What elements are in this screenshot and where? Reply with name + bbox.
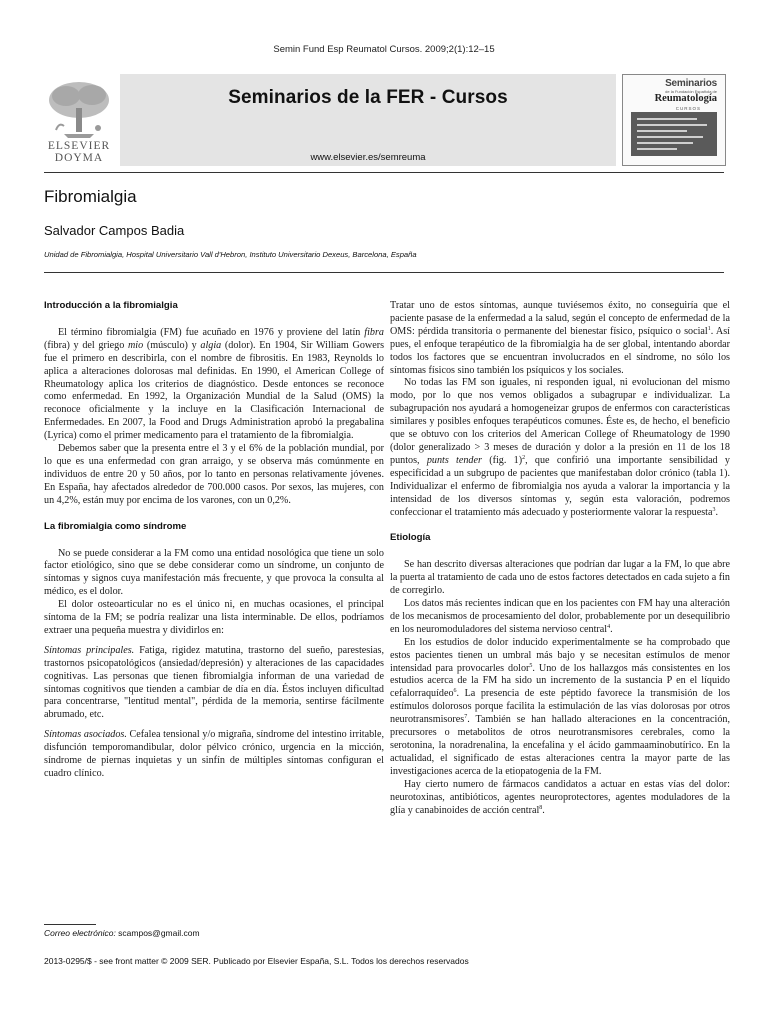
elsevier-logo <box>44 80 114 164</box>
journal-header <box>44 74 616 166</box>
title-divider <box>44 272 724 273</box>
author-affiliation: Unidad de Fibromialgia, Hospital Universitario Vall d'Hebron, Instituto Universitario Dexeus, Barcelona, España <box>44 250 417 259</box>
journal-cover-thumbnail <box>622 74 726 166</box>
paragraph: No se puede considerar a la FM como una entidad nosológica que tiene un solo factor etiológico, sino que se debe considerar como un síndrome, un conjunto de síntomas y signos cuya manifestación más frecuente, y que provoca la consulta al médico, es el dolor. <box>44 547 384 598</box>
paragraph: Los datos más recientes indican que en los pacientes con FM hay una alteración de los mecanismos de procesamiento del dolor, probablemente por un desequilibrio en los neuromoduladores del sistema nervioso central$^4$. <box>390 598 730 635</box>
publisher-name-line2: DOYMA <box>54 152 104 164</box>
paragraph: No todas las FM son iguales, ni responden igual, ni evolucionan del mismo modo, por lo que nos vemos obligados a subagrupar e individualizar. La subagrupación nos ayudará a homogeneizar grupos de enfermos con características similares y posibles enfoques terapéuticos comunes. Éste es, de hecho, el beneficio que se obtuvo con los criterios del American College of Rheumatology de 1990 (dolor generalizado > 3 meses de duración y dolor a la presión en 11 de los 18 puntos, punts tender (fig. 1)$^2$, que confirió una importante sensibilidad y especificidad a un subgrupo de pacientes que manifestaban dolor crónico (tabla 1). Individualizar el enfermo de fibromialgia nos ayuda a valorar la importancia y la intensidad de los diversos síntomas y, según esta valoración, podremos confeccionar el tratamiento más adecuado y posteriormente valorar la respuesta$^3$. <box>390 377 730 518</box>
paragraph: Tratar uno de estos síntomas, aunque tuviésemos éxito, no conseguiría que el paciente pasase de la enfermedad a la salud, según el concepto de enfermedad de la OMS: pérdida transitoria o permanente del bienestar físico, psíquico o social$^1$. Así pues, el enfoque terapéutico de la fibromialgia ha de ser global, intentando abordar todos los factores que se encuentran involucrados en el síndrome, no sólo los síntomas físicos sino también los psíquicos y los sociales. <box>390 300 730 376</box>
section-heading-intro: Introducción a la fibromialgia <box>44 300 178 311</box>
paragraph: El dolor osteoarticular no es el único ni, en muchas ocasiones, el principal síntoma de la FM; se podría realizar una lista interminable. De ellos, podríamos extraer una pequeña muestra y dividirlos en: <box>44 599 384 636</box>
paragraph: Se han descrito diversas alteraciones que podrían dar lugar a la FM, lo que abre la puerta al tratamiento de cada uno de estos factores detectados en cada sujeto a fin de corregirlo. <box>390 559 730 597</box>
paragraph: El término fibromialgia (FM) fue acuñado en 1976 y proviene del latín fibra (fibra) y del griego mio (músculo) y algia (dolor). En 1904, Sir William Gowers fue el primero en describirla, con el nombre de fibrositis. En 1983, Reynolds lo aplica a alteraciones dolorosas mal definidas. En 1990, el American College of Rheumatology aplica los criterios de diagnóstico. Desde entonces se reconoce como enfermedad. En 1992, la Organización Mundial de la Salud (OMS) la reconoce oficialmente y la incluye en la Clasificación Internacional de Enfermedades. En 2007, la Food and Drugs Administration aprobó la pregabalina (Lyrica) como el primer medicamento para el tratamiento de la fibromialgia. <box>44 326 385 442</box>
footnote-divider <box>44 924 96 925</box>
publisher-name-line1: ELSEVIER <box>47 140 111 152</box>
section-heading-etiologia: Etiología <box>390 532 431 544</box>
paragraph-sintomas-principales: Síntomas principales. Fatiga, rigidez matutina, trastorno del sueño, parestesias, trastornos psicopatológicos (ansiedad/depresión) y alteraciones de las capacidades cognitivas. Las personas que tienen fibromialgia informan de una variedad de síntomas cognitivos que tienden a cambiar de día en día. Éstos incluyen dificultad para concentrarse, "lentitud mental", pérdida de la memoria, sentirse fácilmente abrumado, etc. <box>44 644 385 721</box>
cover-seminarios: Seminarios <box>665 78 717 89</box>
copyright-footer: 2013-0295/$ - see front matter © 2009 SER. Publicado por Elsevier España, S.L. Todos los derechos reservados <box>44 956 469 966</box>
header-divider <box>44 172 724 173</box>
cover-subtitle: de la Fundación Española de <box>665 89 717 94</box>
author-email-footnote: Correo electrónico: scampos@gmail.com <box>44 928 200 938</box>
cover-cursos: CURSOS <box>675 106 701 111</box>
author-email[interactable]: scampos@gmail.com <box>115 928 200 938</box>
cover-panel <box>631 112 717 156</box>
paragraph: En los estudios de dolor inducido experimentalmente se ha comprobado que estos pacientes tienen un umbral más bajo y se necesitan estímulos de menor intensidad para provocarles dolor$^5$. Uno de los hallazgos más consistentes en los estudios acerca de la FM ha sido un incremento de la sustancia P en el líquido cefalorraquídeo$^6$. La presencia de este péptido favorece la transmisión de los estímulos dolorosos porque facilita la estimulación de las vías dolorosas por otros neurotransmisores$^7$. También se han hallado alteraciones en la concentración, precursores o metabolitos de otros neurotransmisores cerebrales, como la serotonina, la noradrenalina, la encefalina y el ácido gammaaminobutírico. En la actualidad, el significado de estas alteraciones centra la mayor parte de las investigaciones acerca de la etiopatogenia de la FM. <box>390 636 731 777</box>
header-band <box>120 74 616 166</box>
left-column <box>44 300 384 781</box>
paragraph-sintomas-asociados: Síntomas asociados. Cefalea tensional y/o migraña, síndrome del intestino irritable, disfunción temporomandibular, dolor pélvico crónico, urgencia en la micción, síndrome de piernas inquietas y un sinfín de múltiples síntomas configuran el cuadro clínico. <box>44 729 384 779</box>
article-title: Fibromialgia <box>44 187 137 206</box>
section-heading-sindrome: La fibromialgia como síndrome <box>44 520 187 532</box>
right-column <box>390 300 730 817</box>
paragraph: Hay cierto numero de fármacos candidatos a actuar en estas vías del dolor: neurotoxinas, antibióticos, agentes neuroprotectores, agentes moduladores de la glía y canabinoides de acción central$^8$. <box>390 778 730 816</box>
article-author: Salvador Campos Badia <box>44 223 185 238</box>
cover-reumatologia: Reumatología <box>654 93 717 104</box>
journal-citation: Semin Fund Esp Reumatol Cursos. 2009;2(1):12–15 <box>273 44 495 55</box>
journal-url[interactable]: www.elsevier.es/semreuma <box>310 152 426 163</box>
journal-title: Seminarios de la FER - Cursos <box>228 87 508 108</box>
tree-icon <box>44 80 114 140</box>
paragraph: Debemos saber que la presenta entre el 3 y el 6% de la población mundial, por lo que es una enfermedad con gran arraigo, y se observa más comúnmente en individuos de entre 20 y 50 años, por lo tanto en personas relativamente jóvenes. En España, hay afectados alrededor de 700.000 casos. Por sexos, las mujeres, con un 4,2%, están muy por encima de los varones, con un 0,2%. <box>44 443 384 506</box>
